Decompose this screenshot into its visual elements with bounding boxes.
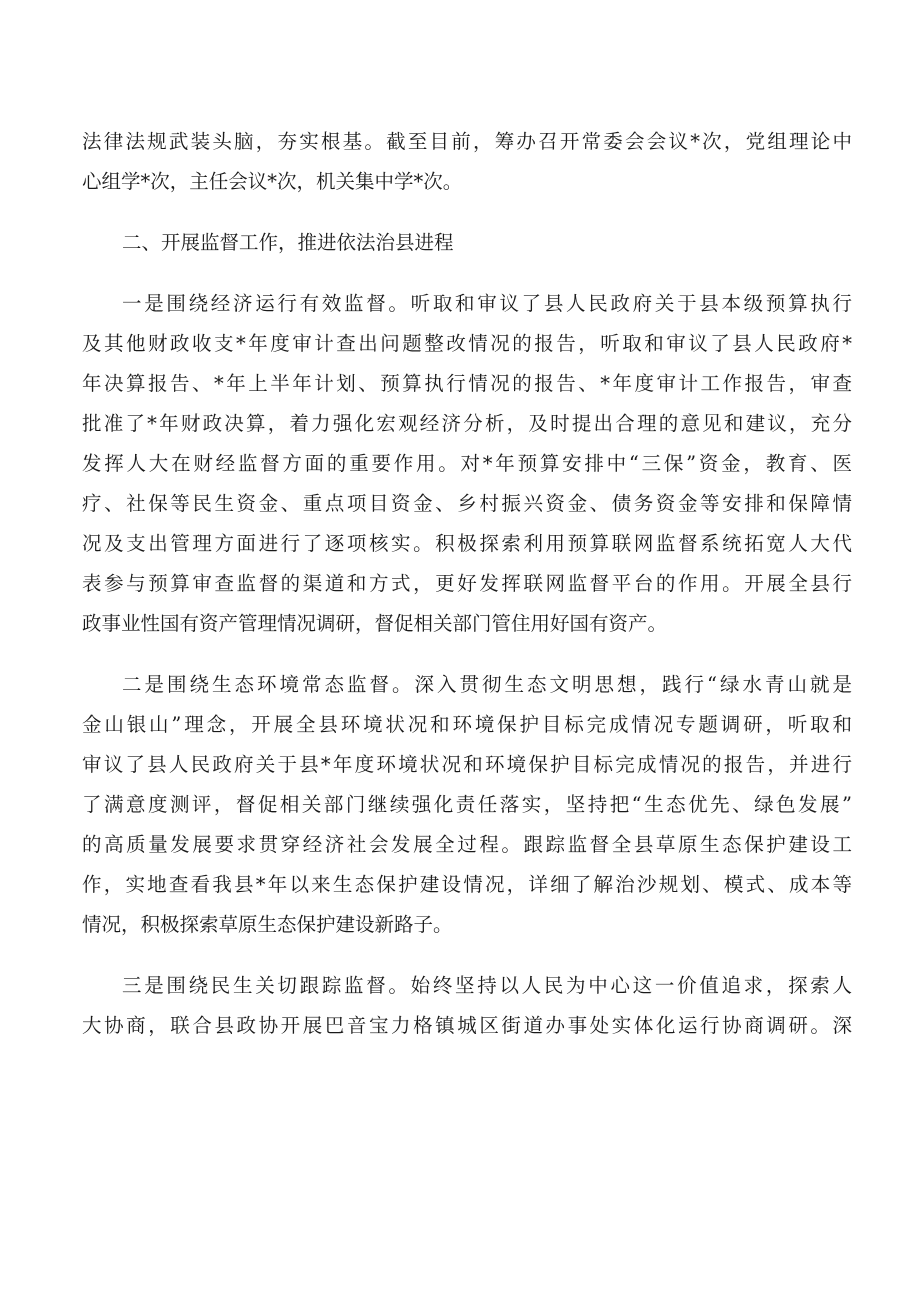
text-line: 二是围绕生态环境常态监督。深入贯彻生态文明思想，践行“绿水青山就是 (122, 673, 852, 696)
text-line: 情况，积极探索草原生态保护建设新路子。 (82, 913, 453, 936)
text-line: 大协商，联合县政协开展巴音宝力格镇城区街道办事处实体化运行协商调研。深 (82, 1014, 852, 1037)
text-line: 法律法规武装头脑，夯实根基。截至目前，筹办召开常委会会议*次，党组理论中 (82, 130, 852, 153)
text-line: 一是围绕经济运行有效监督。听取和审议了县人民政府关于县本级预算执行 (122, 292, 852, 315)
text-line: 发挥人大在财经监督方面的重要作用。对*年预算安排中“三保”资金，教育、医 (82, 452, 852, 475)
section-heading (82, 223, 852, 263)
paragraph-economy (82, 284, 852, 644)
text-line: 作，实地查看我县*年以来生态保护建设情况，详细了解治沙规划、模式、成本等 (82, 873, 852, 896)
paragraph-livelihood (82, 966, 852, 1046)
text-line: 批准了*年财政决算，着力强化宏观经济分析，及时提出合理的意见和建议，充分 (82, 412, 852, 435)
text-line: 了满意度测评，督促相关部门继续强化责任落实，坚持把“生态优先、绿色发展” (82, 793, 852, 816)
document-body (82, 122, 852, 1046)
text-line: 况及支出管理方面进行了逐项核实。积极探索利用预算联网监督系统拓宽人大代 (82, 532, 852, 555)
heading-text: 二、开展监督工作，推进依法治县进程 (122, 231, 454, 254)
paragraph-ecology (82, 665, 852, 945)
paragraph-intro-tail (82, 122, 852, 202)
text-line: 政事业性国有资产管理情况调研，督促相关部门管住用好国有资产。 (82, 612, 668, 635)
text-line: 年决算报告、*年上半年计划、预算执行情况的报告、*年度审计工作报告，审查 (82, 372, 852, 395)
text-line: 疗、社保等民生资金、重点项目资金、乡村振兴资金、债务资金等安排和保障情 (82, 492, 852, 515)
text-line: 审议了县人民政府关于县*年度环境状况和环境保护目标完成情况的报告，并进行 (82, 753, 852, 776)
text-line: 三是围绕民生关切跟踪监督。始终坚持以人民为中心这一价值追求，探索人 (122, 974, 852, 997)
text-line: 及其他财政收支*年度审计查出问题整改情况的报告，听取和审议了县人民政府* (82, 332, 852, 355)
text-line: 表参与预算审查监督的渠道和方式，更好发挥联网监督平台的作用。开展全县行 (82, 572, 852, 595)
text-line: 的高质量发展要求贯穿经济社会发展全过程。跟踪监督全县草原生态保护建设工 (82, 833, 852, 856)
text-line: 金山银山”理念，开展全县环境状况和环境保护目标完成情况专题调研，听取和 (82, 713, 852, 736)
text-line: 心组学*次，主任会议*次，机关集中学*次。 (82, 170, 463, 193)
